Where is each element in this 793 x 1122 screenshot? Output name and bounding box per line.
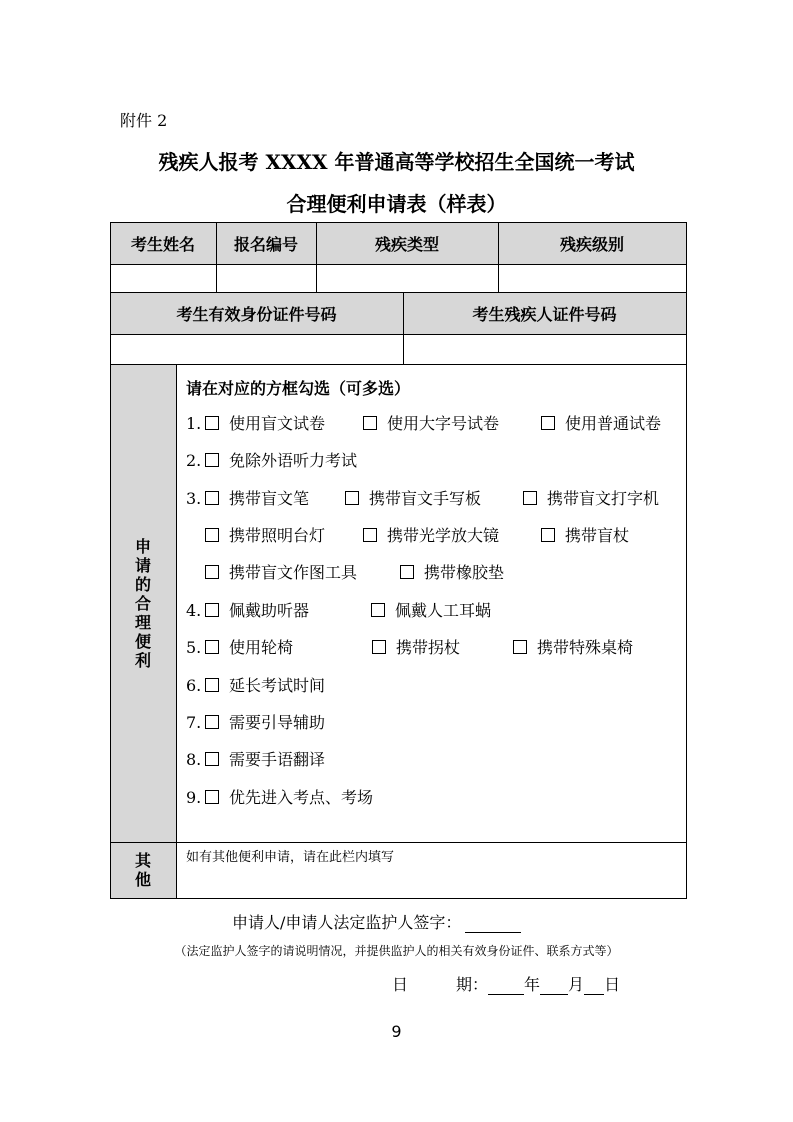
section-accommodation-label (110, 364, 176, 842)
day-field[interactable] (584, 980, 604, 995)
checkbox[interactable] (513, 640, 527, 654)
option-item[interactable] (523, 488, 659, 510)
option-item[interactable] (205, 637, 293, 659)
attachment-label: 附件 2 (120, 111, 168, 130)
input-reg-number[interactable] (216, 264, 316, 292)
option-label: 需要引导辅助 (229, 713, 326, 732)
input-id-number[interactable] (110, 334, 403, 364)
form-subtitle: 合理便利申请表（样表） (286, 192, 507, 216)
option-item[interactable] (400, 562, 504, 584)
option-label: 携带盲文笔 (229, 489, 310, 508)
option-label: 使用普通试卷 (565, 414, 662, 433)
option-label: 需要手语翻译 (229, 750, 326, 769)
input-disability-cert[interactable] (403, 334, 686, 364)
option-number: 4. (186, 601, 202, 620)
checkbox[interactable] (541, 528, 555, 542)
option-label: 使用大字号试卷 (387, 414, 500, 433)
option-label: 携带盲文打字机 (547, 489, 660, 508)
form-title: 残疾人报考 XXXX 年普通高等学校招生全国统一考试 (158, 150, 635, 174)
guardian-note: （法定监护人签字的请说明情况，并提供监护人的相关有效身份证件、联系方式等） (174, 944, 619, 958)
option-item[interactable] (205, 712, 325, 734)
checkbox[interactable] (400, 565, 414, 579)
option-number: 9. (186, 788, 202, 807)
month-field[interactable] (540, 980, 568, 995)
option-item[interactable] (205, 600, 309, 622)
option-number: 7. (186, 713, 202, 732)
option-label: 优先进入考点、考场 (229, 788, 374, 807)
checkbox[interactable] (523, 491, 537, 505)
option-item[interactable] (205, 488, 309, 510)
option-label: 免除外语听力考试 (229, 451, 358, 470)
input-disability-level[interactable] (498, 264, 686, 292)
checkbox[interactable] (205, 565, 219, 579)
option-number: 3. (186, 489, 202, 508)
page-number: 9 (391, 1022, 402, 1041)
option-label: 携带光学放大镜 (387, 526, 500, 545)
signature-field[interactable] (465, 918, 521, 933)
section-other-label (110, 842, 176, 898)
signature-row (232, 910, 521, 933)
checkbox[interactable] (205, 678, 219, 692)
option-item[interactable] (205, 787, 373, 809)
date-row (392, 972, 620, 995)
option-item[interactable] (205, 675, 325, 697)
option-label: 延长考试时间 (229, 676, 326, 695)
checkbox[interactable] (363, 528, 377, 542)
option-label: 佩戴助听器 (229, 601, 310, 620)
options-heading: 请在对应的方框勾选（可多选） (186, 379, 411, 398)
option-label: 携带盲文作图工具 (229, 563, 358, 582)
year-label: 年 (524, 975, 541, 994)
checkbox[interactable] (205, 416, 219, 430)
option-item[interactable] (205, 525, 325, 547)
year-field[interactable] (488, 980, 524, 995)
option-label: 携带照明台灯 (229, 526, 326, 545)
checkbox[interactable] (363, 416, 377, 430)
header-id-number: 考生有效身份证件号码 (110, 292, 403, 334)
header-disability-cert: 考生残疾人证件号码 (403, 292, 686, 334)
checkbox[interactable] (345, 491, 359, 505)
option-number: 2. (186, 451, 202, 470)
section-accommodation-text: 申 请 的 合 理 便 利 (134, 536, 151, 670)
option-label: 携带橡胶垫 (424, 563, 505, 582)
option-label: 携带特殊桌椅 (537, 638, 634, 657)
checkbox[interactable] (205, 603, 219, 617)
checkbox[interactable] (205, 715, 219, 729)
option-number: 1. (186, 414, 202, 433)
option-label: 使用轮椅 (229, 638, 294, 657)
option-label: 携带盲文手写板 (369, 489, 482, 508)
input-disability-type[interactable] (316, 264, 498, 292)
input-name[interactable] (110, 264, 216, 292)
checkbox[interactable] (205, 491, 219, 505)
option-item[interactable] (345, 488, 481, 510)
option-item[interactable] (541, 413, 661, 435)
checkbox[interactable] (205, 528, 219, 542)
option-item[interactable] (363, 525, 499, 547)
header-disability-level: 残疾级别 (498, 222, 686, 264)
option-item[interactable] (205, 413, 325, 435)
checkbox[interactable] (205, 640, 219, 654)
option-item[interactable] (541, 525, 629, 547)
option-item[interactable] (205, 450, 357, 472)
option-number: 8. (186, 750, 202, 769)
checkbox[interactable] (205, 790, 219, 804)
section-other-text: 其 他 (134, 851, 151, 889)
option-item[interactable] (513, 637, 633, 659)
other-hint: 如有其他便利申请，请在此栏内填写 (186, 850, 395, 865)
option-label: 携带盲杖 (565, 526, 630, 545)
option-label: 使用盲文试卷 (229, 414, 326, 433)
date-label-day: 日 (392, 975, 409, 994)
option-number: 6. (186, 676, 202, 695)
header-reg-number: 报名编号 (216, 222, 316, 264)
option-label: 佩戴人工耳蜗 (395, 601, 492, 620)
date-label-period: 期： (456, 975, 489, 994)
header-name: 考生姓名 (110, 222, 216, 264)
option-label: 携带拐杖 (396, 638, 461, 657)
option-number: 5. (186, 638, 202, 657)
checkbox[interactable] (205, 752, 219, 766)
option-item[interactable] (371, 600, 491, 622)
option-item[interactable] (372, 637, 460, 659)
checkbox[interactable] (541, 416, 555, 430)
day-label: 日 (604, 975, 621, 994)
option-item[interactable] (205, 562, 357, 584)
checkbox[interactable] (371, 603, 385, 617)
checkbox[interactable] (205, 453, 219, 467)
checkbox[interactable] (372, 640, 386, 654)
header-disability-type: 残疾类型 (316, 222, 498, 264)
month-label: 月 (568, 975, 585, 994)
option-item[interactable] (205, 749, 325, 771)
signature-label: 申请人/申请人法定监护人签字： (232, 913, 462, 932)
option-item[interactable] (363, 413, 499, 435)
